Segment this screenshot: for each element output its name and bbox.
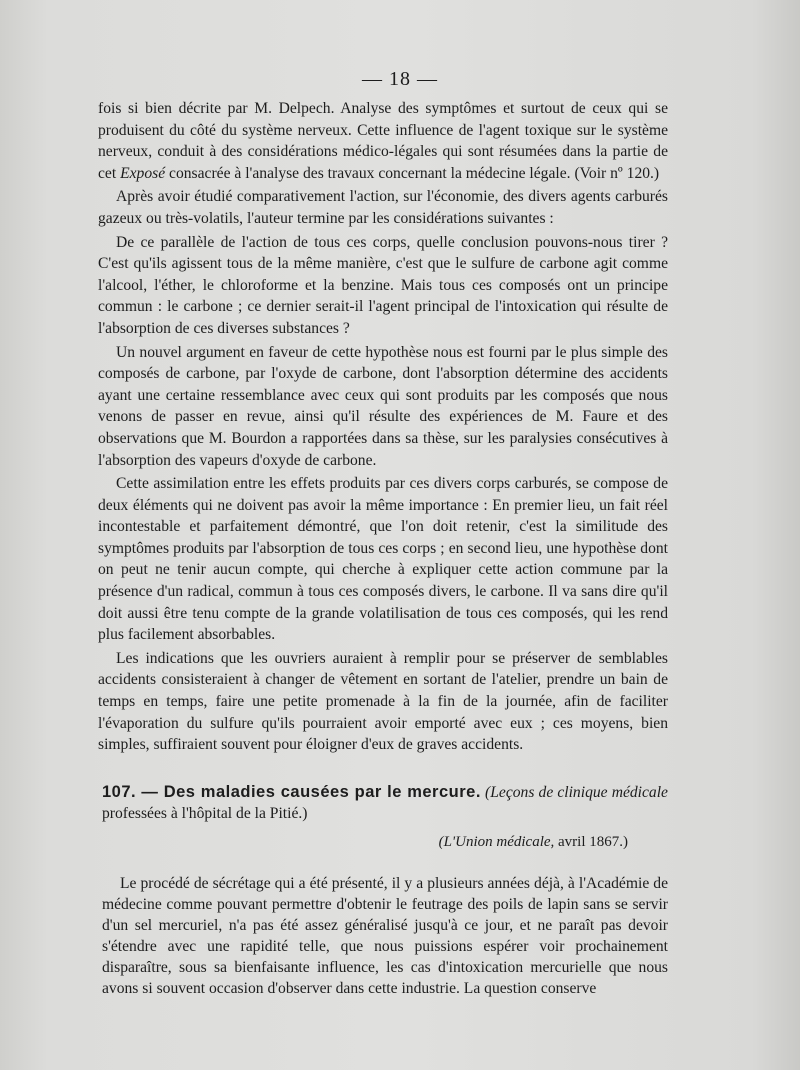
section-subtitle-italic: (Leçons de clinique médicale xyxy=(485,784,668,801)
paragraph: Après avoir étudié comparativement l'action, sur l'économie, des divers agents carburés gazeux ou très-volatils, l'auteur termine par les considérations suivantes : xyxy=(98,188,668,227)
paragraph: Un nouvel argument en faveur de cette hypothèse nous est fourni par le plus simple des composés de carbone, par l'oxyde de carbone, dont l'absorption détermine des accidents ayant une certaine ressemblance avec ceux qui sont produits par les composés que nous venons de passer en revue, ainsi qu'il résulte des expériences de M. Faure et des observations que M. Bourdon a rapportées dans sa thèse, sur les paralysies consécutives à l'absorption des vapeurs d'oxyde de carbone. xyxy=(98,343,668,469)
paragraph-text: fois si bien décrite par M. Delpech. Analyse des symptômes et surtout de ceux qui se produisent du côté du système nerveux. Cette influence de l'agent toxique sur le système nerveux, conduit à des considérations médico-légales qui sont résumées dans la partie de cet xyxy=(98,100,668,182)
section-title: 107. — Des maladies causées par le mercure. xyxy=(102,783,481,801)
paragraph-continued xyxy=(98,98,668,184)
paragraph-tail: consacrée à l'analyse des travaux concernant la médecine légale. (Voir nº 120.) xyxy=(165,164,660,182)
section-107 xyxy=(102,782,668,1015)
section-body: Le procédé de sécrétage qui a été présenté, il y a plusieurs années déjà, à l'Académie de médecine comme pouvant permettre d'obtenir le feutrage des poils de lapin sans se servir d'un sel mercuriel, n'a pas été assez généralisé jusqu'à ce jour, et ne paraît pas devoir s'étendre avec une rapidité telle, que nous puissions espérer voir prochainement disparaître, sous sa bienfaisante influence, les cas d'intoxication mercurielle que nous avons si souvent occasion d'observer dans cette industrie. La question conserve xyxy=(102,875,668,997)
source-citation xyxy=(102,832,628,853)
body-text xyxy=(98,98,668,758)
section-heading xyxy=(102,782,668,824)
paragraph: Les indications que les ouvriers auraient à remplir pour se préserver de semblables accidents consisteraient à changer de vêtement en sortant de l'atelier, prendre un bain de temps en temps, faire une petite promenade à la fin de la journée, afin de faciliter l'évaporation du sulfure qu'ils pourraient avoir emporté avec eux ; ces moyens, bien simples, suffiraient souvent pour éloigner d'eux de graves accidents. xyxy=(98,649,668,754)
page-number: — 18 — xyxy=(362,68,438,90)
source-journal: (L'Union médicale, xyxy=(438,834,555,850)
paragraph: Cette assimilation entre les effets produits par ces divers corps carburés, se compose de deux éléments qui ne doivent pas avoir la même importance : En premier lieu, un fait réel incontestable et parfaitement démontré, que l'on doit retenir, c'est la similitude des symptômes produits par l'absorption de tous ces corps ; en second lieu, une hypothèse dont on peut ne tenir aucun compte, qui cherche à expliquer cette action commune par la présence d'un radical, commun à tous ces composés divers, le carbone. Il va sans dire qu'il doit aussi être tenu compte de la grande volatilisation de tous ces composés, qui les rend plus facilement absorbables. xyxy=(98,475,668,644)
section-subtitle: professées à l'hôpital de la Pitié.) xyxy=(102,805,308,822)
italic-term: Exposé xyxy=(120,164,166,182)
paragraph: De ce parallèle de l'action de tous ces corps, quelle conclusion pouvons-nous tirer ? C'est qu'ils agissent tous de la même manière, c'est que le sulfure de carbone agit comme l'alcool, l'éther, le chloroforme et la benzine. Mais tous ces composés ont un principe commun : le carbone ; ce dernier serait-il l'agent principal de l'intoxication qui résulte de l'absorption de ces diverses substances ? xyxy=(98,233,668,337)
source-date: avril 1867.) xyxy=(554,834,628,850)
